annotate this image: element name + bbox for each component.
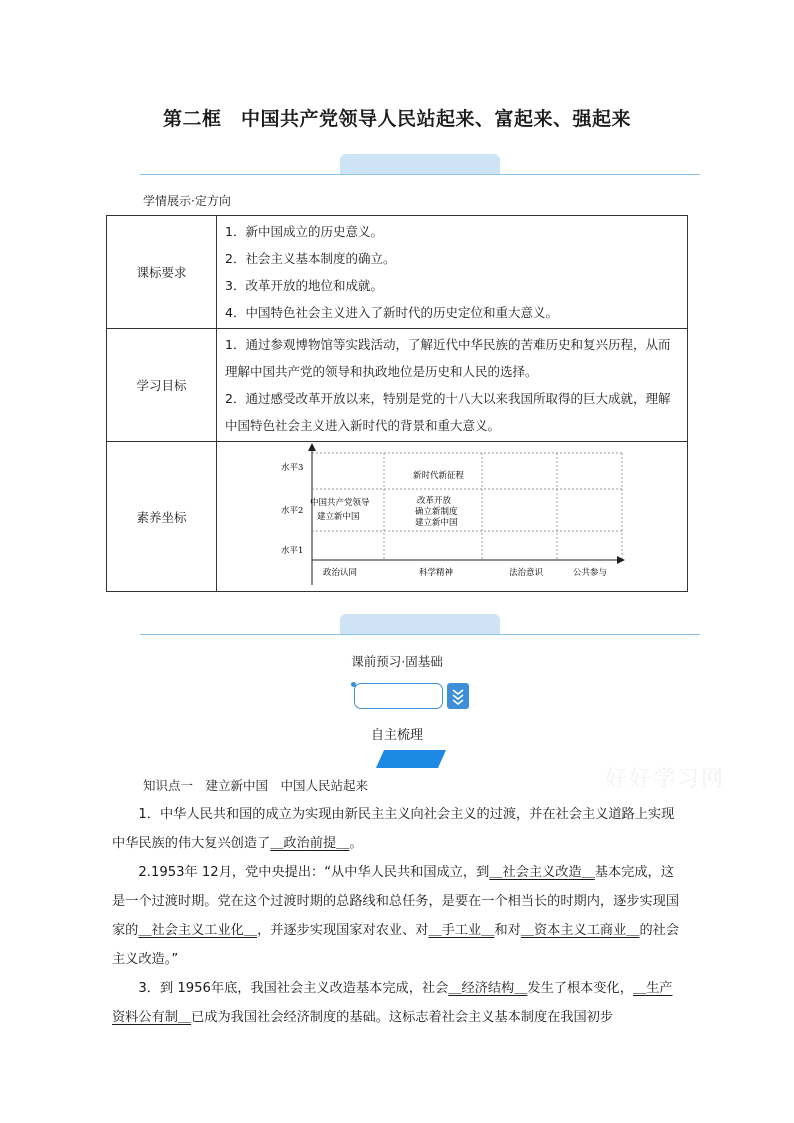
- x-axis-arrow: [617, 556, 625, 564]
- section-heading: 学情展示·定方向: [143, 194, 231, 208]
- y-axis-arrow: [308, 443, 316, 451]
- level2-science-cell-line: 改革开放: [417, 495, 452, 506]
- axis-category-label: 法治意识: [509, 567, 544, 578]
- literacy-coordinate-chart: [217, 443, 687, 591]
- list-item: 2．社会主义基本制度的确立。: [225, 251, 396, 266]
- text-span: ，并逐步实现国家对农业、对: [257, 923, 429, 938]
- row-content: [217, 329, 688, 442]
- sub-heading: 自主梳理: [370, 728, 423, 743]
- row-label: 学习目标: [107, 329, 217, 442]
- decorative-banner-shape: [376, 750, 446, 768]
- level2-politics-cell-line: 建立新中国: [317, 511, 360, 522]
- text-span: 和对: [494, 923, 521, 938]
- level-label: 水平2: [281, 505, 304, 516]
- table-row: [107, 329, 688, 442]
- fill-blank-answer: ＿社会主义工业化＿: [138, 923, 258, 938]
- row-label: 课标要求: [107, 216, 217, 329]
- level-label: 水平1: [281, 545, 304, 556]
- axis-category-label: 政治认同: [323, 567, 358, 578]
- section-banner-tab: [340, 614, 500, 634]
- text-span: 的社会主义改造。”: [112, 923, 680, 967]
- list-item: 4．中国特色社会主义进入了新时代的历史定位和重大意义。: [225, 305, 558, 320]
- fill-blank-answer: ＿政治前提＿: [270, 836, 350, 851]
- list-item: 2．通过感受改革开放以来，特别是党的十八大以来我国所取得的巨大成就，理解中国特色社会主义进入新时代的背景和重大意义。: [225, 391, 671, 433]
- list-item: 1．新中国成立的历史意义。: [225, 224, 383, 239]
- level2-science-cell-line: 确立新制度: [415, 506, 458, 517]
- list-item: 1．通过参观博物馆等实践活动，了解近代中华民族的苦难历史和复兴历程，从而理解中国共产党的领导和执政地位是历史和人民的选择。: [225, 337, 671, 379]
- level-label: 水平3: [281, 462, 304, 473]
- fill-blank-answer: ＿经济结构＿: [448, 981, 528, 996]
- study-table: [106, 215, 688, 592]
- table-row: [107, 216, 688, 329]
- text-span: 已成为我国社会经济制度的基础。这标志着社会主义基本制度在我国初步: [191, 1010, 614, 1025]
- page-title: 第二框 中国共产党领导人民站起来、富起来、强起来: [162, 108, 631, 130]
- text-span: 3．到 1956年底，我国社会主义改造基本完成，社会: [138, 981, 449, 996]
- axis-category-label: 公共参与: [573, 567, 608, 578]
- watermark: 好好学习网: [605, 767, 726, 792]
- level2-science-cell-line: 建立新中国: [415, 517, 458, 528]
- decorative-dot: [351, 682, 356, 687]
- paragraph: [112, 858, 684, 974]
- fill-blank-answer: ＿生产资料公有制＿: [112, 981, 673, 1025]
- text-span: 基本完成，这是一个过渡时期。党在这个过渡时期的总路线和总任务，是要在一个相当长的时期内，逐步实现国家的: [112, 865, 680, 938]
- list-item: 3．改革开放的地位和成就。: [225, 278, 383, 293]
- row-content: [217, 216, 688, 329]
- level2-politics-cell-line: 中国共产党领导: [310, 497, 370, 508]
- section-banner-tab: [340, 154, 500, 174]
- row-label: 素养坐标: [107, 442, 217, 592]
- fill-blank-answer: ＿手工业＿: [428, 923, 495, 938]
- literacy-chart-cell: [217, 442, 688, 592]
- text-span: 2.1953年 12月，党中央提出：“从中华人民共和国成立，到: [138, 865, 490, 880]
- decorative-pill: [354, 683, 443, 709]
- paragraph: [112, 974, 684, 1032]
- text-span: 发生了根本变化，: [527, 981, 633, 996]
- knowledge-body: [112, 800, 684, 1032]
- fill-blank-answer: ＿资本主义工商业＿: [520, 923, 640, 938]
- section-divider: [140, 634, 700, 635]
- text-span: 。: [349, 836, 363, 851]
- section-heading: 课前预习·固基础: [351, 654, 443, 669]
- text-span: 1．中华人民共和国的成立为实现由新民主主义向社会主义的过渡，并在社会主义道路上实现中华民族的伟大复兴创造了: [112, 807, 675, 851]
- table-row: [107, 442, 688, 592]
- paragraph: [112, 800, 684, 858]
- knowledge-heading: 知识点一 建立新中国 中国人民站起来: [143, 778, 369, 793]
- section-divider: [140, 174, 700, 175]
- chevron-down-icon: [447, 683, 469, 709]
- level3-science-cell: 新时代新征程: [413, 470, 465, 481]
- fill-blank-answer: ＿社会主义改造＿: [489, 865, 595, 880]
- axis-category-label: 科学精神: [419, 567, 454, 578]
